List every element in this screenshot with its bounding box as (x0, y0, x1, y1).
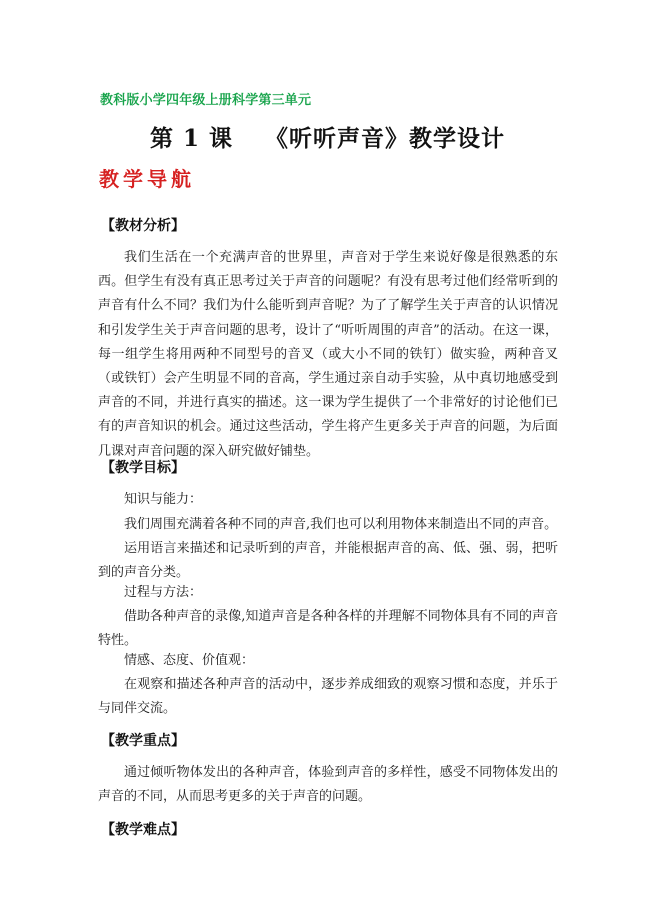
process-label: 过程与方法： (124, 585, 203, 600)
key-points-heading: 【教学重点】 (101, 733, 185, 749)
process-item-1: 借助各种声音的录像,知道声音是各种各样的并理解不同物体具有不同的声音特性。 (98, 609, 558, 648)
attitude-label: 情感、态度、价值观： (124, 653, 255, 668)
knowledge-item-2: 运用语言来描述和记录听到的声音，并能根据声音的高、低、强、弱，把听到的声音分类。 (98, 541, 558, 580)
material-analysis-paragraph: 我们生活在一个充满声音的世界里，声音对于学生来说好像是很熟悉的东西。但学生有没有真正思考过关于声音的问题呢？有没有思考过他们经常听到的声音有什么不同？我们为什么能听到声音呢？为了了解学生关于声音的认识情况和引发学生关于声音问题的思考，设计了“听听周围的声音”的活动。在这一课，每一组学生将用两种不同型号的音叉（或大小不同的铁钉）做实验，两种音叉（或铁钉）会产生明显不同的音高，学生通过亲自动手实验，从中真切地感受到声音的不同，并进行真实的描述。这一课为学生提供了一个非常好的讨论他们已有的声音知识的机会。通过这些活动，学生将产生更多关于声音的问题，为后面几课对声音问题的深入研究做好铺垫。 (98, 250, 558, 459)
difficulties-heading: 【教学难点】 (101, 822, 185, 838)
knowledge-item-1: 我们周围充满着各种不同的声音,我们也可以利用物体来制造出不同的声音。 (124, 517, 558, 532)
title-lesson-number: 第 1 课 (150, 125, 234, 152)
title-lesson-name: 《听听声音》教学设计 (265, 125, 506, 152)
teaching-navigation-heading: 教学导航 (99, 167, 195, 191)
subject-line: 教科版小学四年级上册科学第三单元 (100, 93, 312, 108)
material-analysis-heading: 【教材分析】 (101, 218, 185, 234)
objectives-heading: 【教学目标】 (101, 460, 185, 476)
knowledge-label: 知识与能力： (124, 492, 203, 507)
page-title (150, 120, 550, 153)
key-points-paragraph: 通过倾听物体发出的各种声音，体验到声音的多样性，感受不同物体发出的声音的不同，从而思考更多的关于声音的问题。 (98, 765, 558, 804)
attitude-item-1: 在观察和描述各种声音的活动中，逐步养成细致的观察习惯和态度，并乐于与同伴交流。 (98, 677, 558, 716)
